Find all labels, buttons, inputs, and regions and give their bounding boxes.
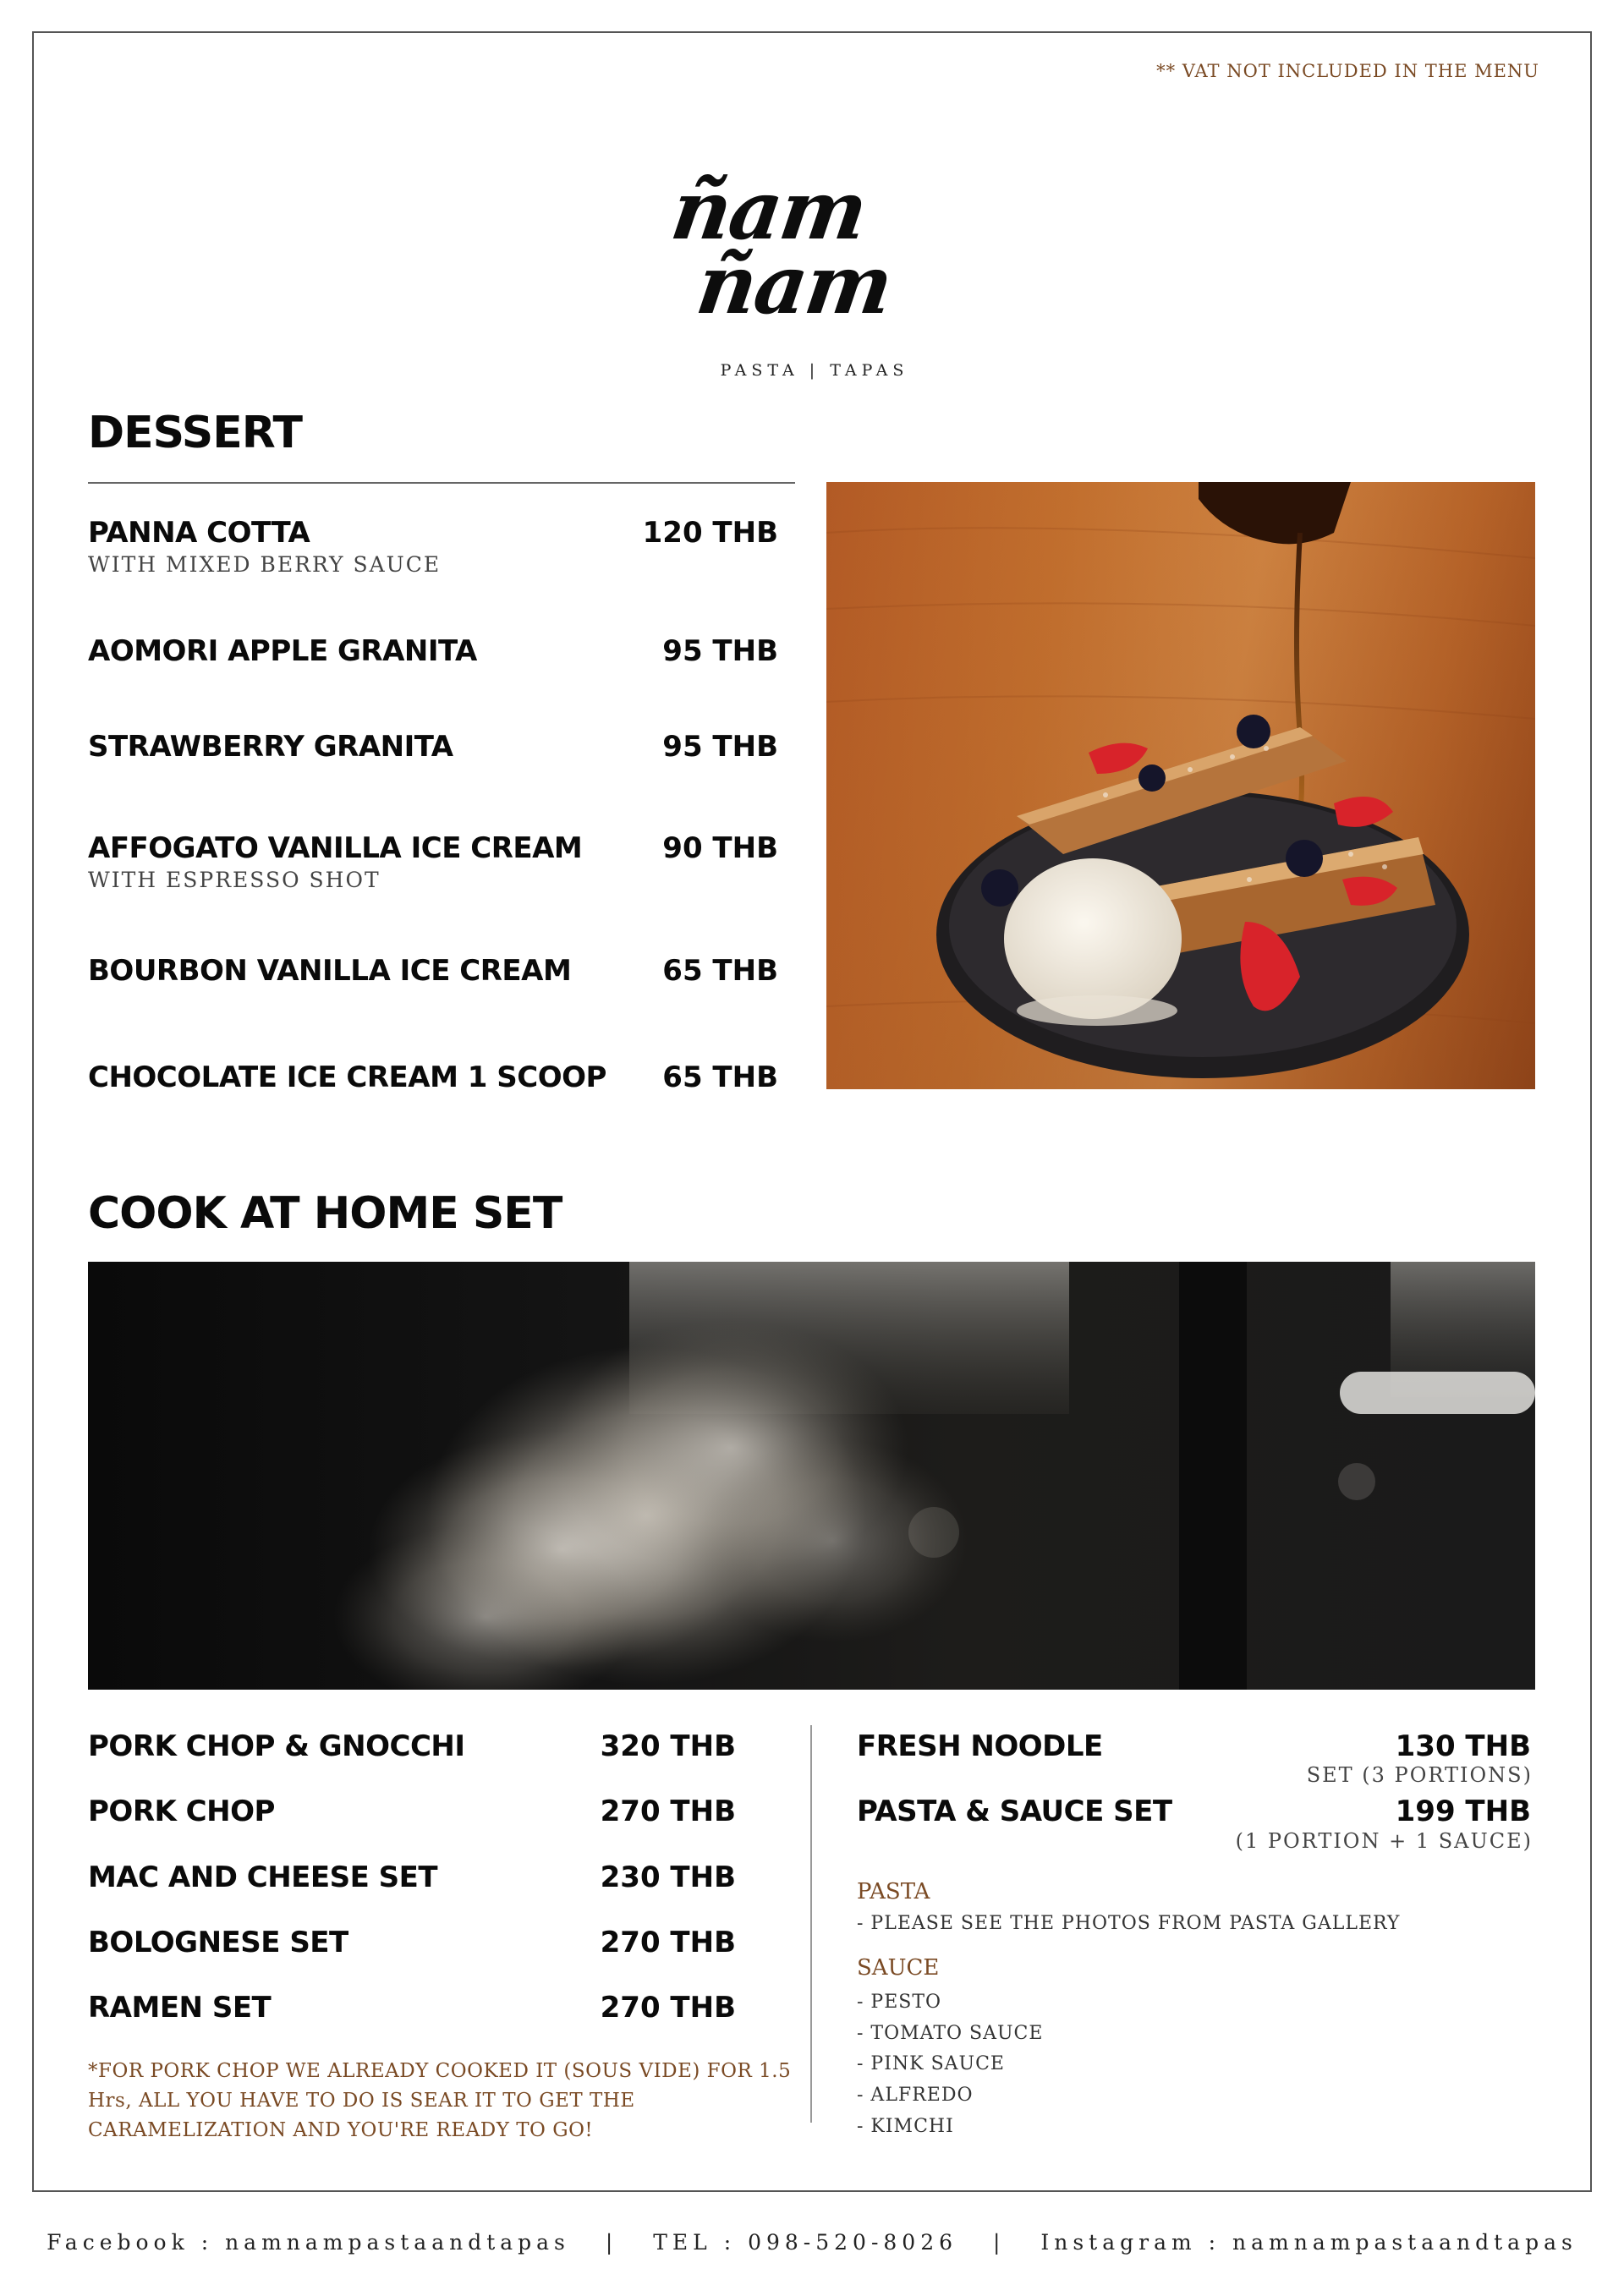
cook-item-name: MAC AND CHEESE SET <box>88 1860 438 1894</box>
facebook-handle[interactable]: Facebook : namnampastaandtapas <box>47 2230 570 2255</box>
cook-item-price: 199 THB <box>1395 1795 1531 1828</box>
dessert-item-name: BOURBON VANILLA ICE CREAM <box>88 954 572 988</box>
contact-footer <box>0 2230 1624 2255</box>
sauce-label: SAUCE <box>857 1955 940 1981</box>
cook-title: COOK AT HOME SET <box>88 1188 562 1239</box>
cook-item-name: FRESH NOODLE <box>857 1729 1103 1763</box>
pasta-label: PASTA <box>857 1879 930 1904</box>
dessert-divider <box>88 482 795 484</box>
footer-separator: | <box>992 2230 1006 2255</box>
dessert-item-price: 65 THB <box>662 1060 778 1094</box>
logo-tagline: PASTA | TAPAS <box>720 361 909 380</box>
dessert-item-price: 120 THB <box>642 516 778 550</box>
dessert-item-name: STRAWBERRY GRANITA <box>88 730 453 764</box>
dessert-item-sub: WITH MIXED BERRY SAUCE <box>88 552 442 577</box>
cook-item-price: 130 THB <box>1395 1729 1531 1763</box>
cook-item-name: RAMEN SET <box>88 1991 272 2025</box>
cook-item-sub: SET (3 PORTIONS) <box>1306 1763 1533 1787</box>
cook-item-price: 230 THB <box>600 1860 736 1894</box>
cook-item-name: PORK CHOP <box>88 1795 275 1828</box>
dessert-photo <box>826 482 1535 1089</box>
dessert-item-price: 90 THB <box>662 831 778 865</box>
phone-number[interactable]: TEL : 098-520-8026 <box>653 2230 958 2255</box>
cook-item-name: PASTA & SAUCE SET <box>857 1795 1172 1828</box>
sauce-item: - PESTO <box>857 1992 942 2013</box>
logo-line-2: ñam <box>691 237 897 332</box>
dessert-title: DESSERT <box>88 408 302 458</box>
footer-separator: | <box>605 2230 618 2255</box>
cook-item-price: 320 THB <box>600 1729 736 1763</box>
dessert-item-name: AFFOGATO VANILLA ICE CREAM <box>88 831 583 865</box>
cook-item-price: 270 THB <box>600 1795 736 1828</box>
dessert-item-price: 65 THB <box>662 954 778 988</box>
dessert-item-price: 95 THB <box>662 634 778 668</box>
dessert-item-price: 95 THB <box>662 730 778 764</box>
cook-item-price: 270 THB <box>600 1991 736 2025</box>
sauce-item: - TOMATO SAUCE <box>857 2023 1044 2044</box>
cook-item-name: PORK CHOP & GNOCCHI <box>88 1729 465 1763</box>
dessert-item-name: AOMORI APPLE GRANITA <box>88 634 477 668</box>
pork-chop-footnote: *FOR PORK CHOP WE ALREADY COOKED IT (SOUS VIDE) FOR 1.5 Hrs, ALL YOU HAVE TO DO IS SEAR IT TO GET THE CARAMELIZATION AND YOU'RE READY TO GO! <box>88 2060 792 2141</box>
cook-photo <box>88 1262 1535 1690</box>
vat-note: ** VAT NOT INCLUDED IN THE MENU <box>1156 61 1539 81</box>
instagram-handle[interactable]: Instagram : namnampastaandtapas <box>1040 2230 1577 2255</box>
brand-logo <box>666 162 952 332</box>
sauce-item: - KIMCHI <box>857 2116 954 2137</box>
logo-line-1: ñam <box>666 162 872 258</box>
cook-item-sub: (1 PORTION + 1 SAUCE) <box>1235 1829 1533 1853</box>
cook-item-price: 270 THB <box>600 1926 736 1959</box>
column-divider <box>810 1725 812 2123</box>
dessert-item-sub: WITH ESPRESSO SHOT <box>88 868 381 892</box>
cook-item-name: BOLOGNESE SET <box>88 1926 348 1959</box>
pasta-note: - PLEASE SEE THE PHOTOS FROM PASTA GALLERY <box>857 1913 1401 1934</box>
dessert-item-name: PANNA COTTA <box>88 516 310 550</box>
dessert-item-name: CHOCOLATE ICE CREAM 1 SCOOP <box>88 1060 606 1094</box>
sauce-item: - ALFREDO <box>857 2085 974 2106</box>
sauce-item: - PINK SAUCE <box>857 2053 1005 2074</box>
